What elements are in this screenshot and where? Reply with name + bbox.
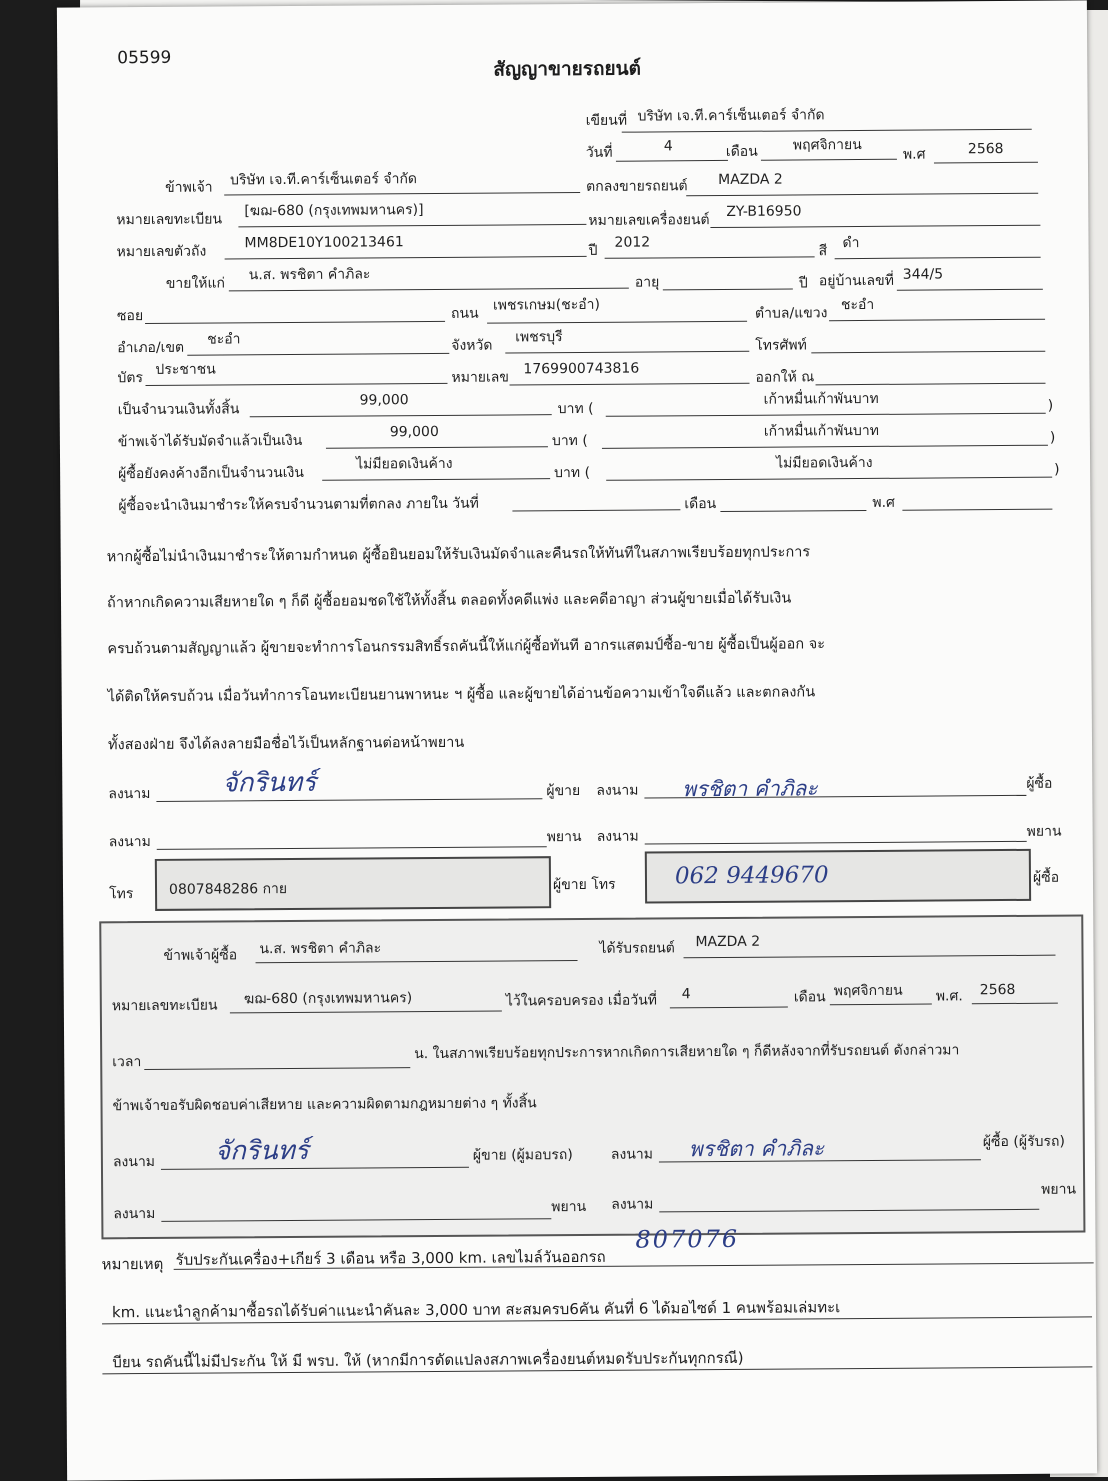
remain-close: ) xyxy=(1054,461,1060,478)
car-year-label: ปี xyxy=(588,242,598,259)
house-label: อยู่บ้านเลขที่ xyxy=(818,272,894,290)
total-label: เป็นจำนวนเงินทั้งสิ้น xyxy=(117,401,240,419)
receipt-buyer-signature: พรชิตา คำภิละ xyxy=(688,1136,825,1162)
deposit-value: 99,000 xyxy=(389,423,439,441)
receipt-time-suffix: น. ในสภาพเรียบร้อยทุกประการหากเกิดการเสียหายใด ๆ ก็ดีหลังจากที่รับรถยนต์ ดังกล่าวมา xyxy=(414,1042,960,1063)
receipt-buyer-label: ข้าพเจ้าผู้ซื้อ xyxy=(163,947,238,964)
sell-to-label: ขายให้แก่ xyxy=(165,275,226,292)
terms-line-5: ทั้งสองฝ่าย จึงได้ลงลายมือชื่อไว้เป็นหลักฐานต่อหน้าพยาน xyxy=(107,734,465,754)
receipt-year-label: พ.ศ. xyxy=(935,988,963,1005)
engine-label: หมายเลขเครื่องยนต์ xyxy=(588,212,710,229)
deposit-baht: บาท ( xyxy=(551,432,588,450)
due-month-label: เดือน xyxy=(684,496,717,513)
car-year-value: 2012 xyxy=(614,234,651,251)
seller-signature: จักรินทร์ xyxy=(222,767,317,799)
doc-number: 05599 xyxy=(117,47,172,69)
receipt-day: 4 xyxy=(681,986,691,1003)
receipt-witness-role-2: พยาน xyxy=(1041,1181,1077,1198)
notes-line-3: บียน รถคันนี้ไม่มีประกัน ให้ มี พรบ. ให้ (หากมีการดัดแปลงสภาพเครื่องยนต์หมดรับประกันทุกกรณี) xyxy=(112,1348,744,1372)
receipt-month-label: เดือน xyxy=(793,989,826,1006)
province-label: จังหวัด xyxy=(451,337,493,354)
card-no-label: หมายเลข xyxy=(451,369,509,386)
notes-line-1: รับประกันเครื่อง+เกียร์ 3 เดือน หรือ 3,000 km. เลขไมล์วันออกรถ xyxy=(175,1247,606,1269)
day-label: วันที่ xyxy=(585,144,613,161)
year-value: 2568 xyxy=(967,141,1004,158)
total-baht: บาท ( xyxy=(557,400,594,418)
notes-line-2: km. แนะนำลูกค้ามาซื้อรถได้รับค่าแนะนำคันละ 3,000 บาท สะสมครบ6คัน คันที่ 6 ได้มอไซด์ 1 คนพร้อมเล่มทะเ xyxy=(111,1298,841,1322)
remain-baht: บาท ( xyxy=(554,464,591,482)
written-at-label: เขียนที่ xyxy=(585,112,628,129)
witness-sign-label: ลงนาม xyxy=(108,833,151,851)
day-value: 4 xyxy=(663,138,673,155)
seller-phone: 0807848286 กาย xyxy=(168,881,288,898)
written-at-value: บริษัท เจ.ที.คาร์เซ็นเตอร์ จำกัด xyxy=(637,107,825,125)
soi-label: ซอย xyxy=(116,308,144,325)
seller-role: ผู้ขาย xyxy=(546,782,581,800)
receipt-sign-label: ลงนาม xyxy=(112,1153,156,1171)
notes-label: หมายเหตุ xyxy=(101,1254,164,1274)
district-label: อำเภอ/เขต xyxy=(117,339,185,357)
road-value: เพชรเกษม(ชะอำ) xyxy=(492,296,600,314)
doc-title: สัญญาขายรถยนต์ xyxy=(493,57,641,81)
buyer-phone-role: ผู้ซื้อ xyxy=(1032,869,1060,886)
sign-label: ลงนาม xyxy=(108,785,151,803)
subdistrict-label: ตำบล/แขวง xyxy=(754,305,828,322)
due-label: ผู้ซื้อจะนำเงินมาชำระให้ครบจำนวนตามที่ตกลง ภายใน วันที่ xyxy=(118,495,479,515)
seller-name: บริษัท เจ.ที.คาร์เซ็นเตอร์ จำกัด xyxy=(230,171,418,189)
terms-line-2: ถ้าหากเกิดความเสียหายใด ๆ ก็ดี ผู้ซื้อยอมชดใช้ให้ทั้งสิ้น ตลอดทั้งคดีแพ่ง และคดีอาญา ส่วนผู้ขายเมื่อได้รับเงิน xyxy=(106,590,792,612)
deposit-close: ) xyxy=(1049,429,1056,446)
buyer-phone: 062 9449670 xyxy=(674,862,829,890)
remain-label: ผู้ซื้อยังคงค้างอีกเป็นจำนวนเงิน xyxy=(118,464,304,483)
issued-label: ออกให้ ณ xyxy=(755,369,815,386)
total-close: ) xyxy=(1047,397,1054,414)
terms-line-4: ได้ติดให้ครบถ้วน เมื่อวันทำการโอนทะเบียนยานพาหนะ ฯ ผู้ซื้อ และผู้ขายได้อ่านข้อความเข้าใจดีแล้ว และตกลงกัน xyxy=(107,684,816,706)
receipt-witness-sign: ลงนาม xyxy=(113,1205,156,1223)
receipt-plate-label: หมายเลขทะเบียน xyxy=(111,997,218,1015)
terms-line-3: ครบถ้วนตามสัญญาแล้ว ผู้ขายจะทำการโอนกรรมสิทธิ์รถคันนี้ให้แก่ผู้ซื้อทันที อากรแสตมป์ซื้อ-ขาย ผู้ซื้อเป็นผู้ออก จะ xyxy=(107,636,826,658)
seller-label: ข้าพเจ้า xyxy=(165,179,213,196)
years-label: ปี xyxy=(798,275,808,292)
receipt-sign-label-2: ลงนาม xyxy=(610,1146,654,1163)
receipt-year: 2568 xyxy=(979,981,1016,999)
year-label: พ.ศ xyxy=(902,146,926,163)
receipt-car: MAZDA 2 xyxy=(695,933,761,951)
receipt-time-label: เวลา xyxy=(112,1054,142,1071)
plate-value: [ฆฌ-680 (กรุงเทพมหานคร)] xyxy=(244,202,424,220)
phone-label: โทรศัพท์ xyxy=(755,337,807,354)
receipt-buyer: น.ส. พรชิตา คำภิละ xyxy=(259,940,382,958)
receipt-seller-signature: จักรินทร์ xyxy=(214,1135,309,1167)
buyer-name: น.ส. พรชิตา คำภิละ xyxy=(248,266,371,284)
total-words: เก้าหมื่นเก้าพันบาท xyxy=(763,390,879,408)
notes-mileage: 807076 xyxy=(635,1224,740,1254)
deposit-label: ข้าพเจ้าได้รับมัดจำแล้วเป็นเงิน xyxy=(117,432,303,451)
card-no-value: 1769900743816 xyxy=(523,360,640,378)
card-type: ประชาชน xyxy=(155,361,216,378)
witness-role: พยาน xyxy=(546,828,582,846)
agree-label: ตกลงขายรถยนต์ xyxy=(586,178,688,195)
province-value: เพชรบุรี xyxy=(515,329,563,346)
house-value: 344/5 xyxy=(902,266,944,283)
color-label: สี xyxy=(818,243,828,260)
receipt-buyer-role: ผู้ซื้อ (ผู้รับรถ) xyxy=(982,1133,1065,1151)
receipt-month: พฤศจิกายน xyxy=(833,982,903,1000)
color-value: ดำ xyxy=(842,235,860,252)
card-label: บัตร xyxy=(117,370,144,387)
due-year-label: พ.ศ xyxy=(872,494,895,511)
month-label: เดือน xyxy=(725,143,758,160)
receipt-witness-role: พยาน xyxy=(551,1198,587,1216)
receipt-plate: ฆฌ-680 (กรุงเทพมหานคร) xyxy=(243,990,413,1008)
receipt-seller-role: ผู้ขาย (ผู้มอบรถ) xyxy=(472,1147,573,1164)
month-value: พฤศจิกายน xyxy=(792,136,862,154)
witness-role-2: พยาน xyxy=(1026,823,1062,840)
receipt-received-label: ได้รับรถยนต์ xyxy=(599,940,675,957)
receipt-liability: ข้าพเจ้าขอรับผิดชอบค่าเสียหาย และความผิดตามกฎหมายต่าง ๆ ทั้งสิ้น xyxy=(112,1095,537,1115)
age-label: อายุ xyxy=(634,274,660,291)
plate-label: หมายเลขทะเบียน xyxy=(116,211,223,229)
terms-line-1: หากผู้ซื้อไม่นำเงินมาชำระให้ตามกำหนด ผู้ซื้อยินยอมให้รับเงินมัดจำและคืนรถให้ทันทีในสภาพเรียบร้อยทุกประการ xyxy=(106,544,811,566)
chassis-label: หมายเลขตัวถัง xyxy=(116,243,207,261)
district-value: ชะอำ xyxy=(207,331,241,348)
seller-phone-suffix: ผู้ขาย โทร xyxy=(552,876,616,894)
chassis-value: MM8DE10Y100213461 xyxy=(244,234,404,252)
remain-value: ไม่มียอดเงินค้าง xyxy=(356,455,453,473)
remain-words: ไม่มียอดเงินค้าง xyxy=(776,454,873,472)
phone-row-label: โทร xyxy=(109,886,134,903)
deposit-words: เก้าหมื่นเก้าพันบาท xyxy=(763,422,879,440)
receipt-box xyxy=(99,914,1085,1239)
seller-car: MAZDA 2 xyxy=(718,171,783,189)
engine-value: ZY-B16950 xyxy=(726,203,802,220)
sign-label-2: ลงนาม xyxy=(596,782,639,799)
witness-sign-label-2: ลงนาม xyxy=(596,828,639,845)
receipt-possess-label: ไว้ในครอบครอง เมื่อวันที่ xyxy=(505,992,658,1010)
receipt-witness-sign-2: ลงนาม xyxy=(611,1196,654,1213)
buyer-role: ผู้ซื้อ xyxy=(1026,775,1053,792)
contract-sheet xyxy=(57,0,1097,1480)
buyer-signature: พรชิตา คำภิละ xyxy=(682,776,818,802)
road-label: ถนน xyxy=(450,305,479,322)
subdistrict-value: ชะอำ xyxy=(840,296,875,314)
total-value: 99,000 xyxy=(359,392,409,409)
